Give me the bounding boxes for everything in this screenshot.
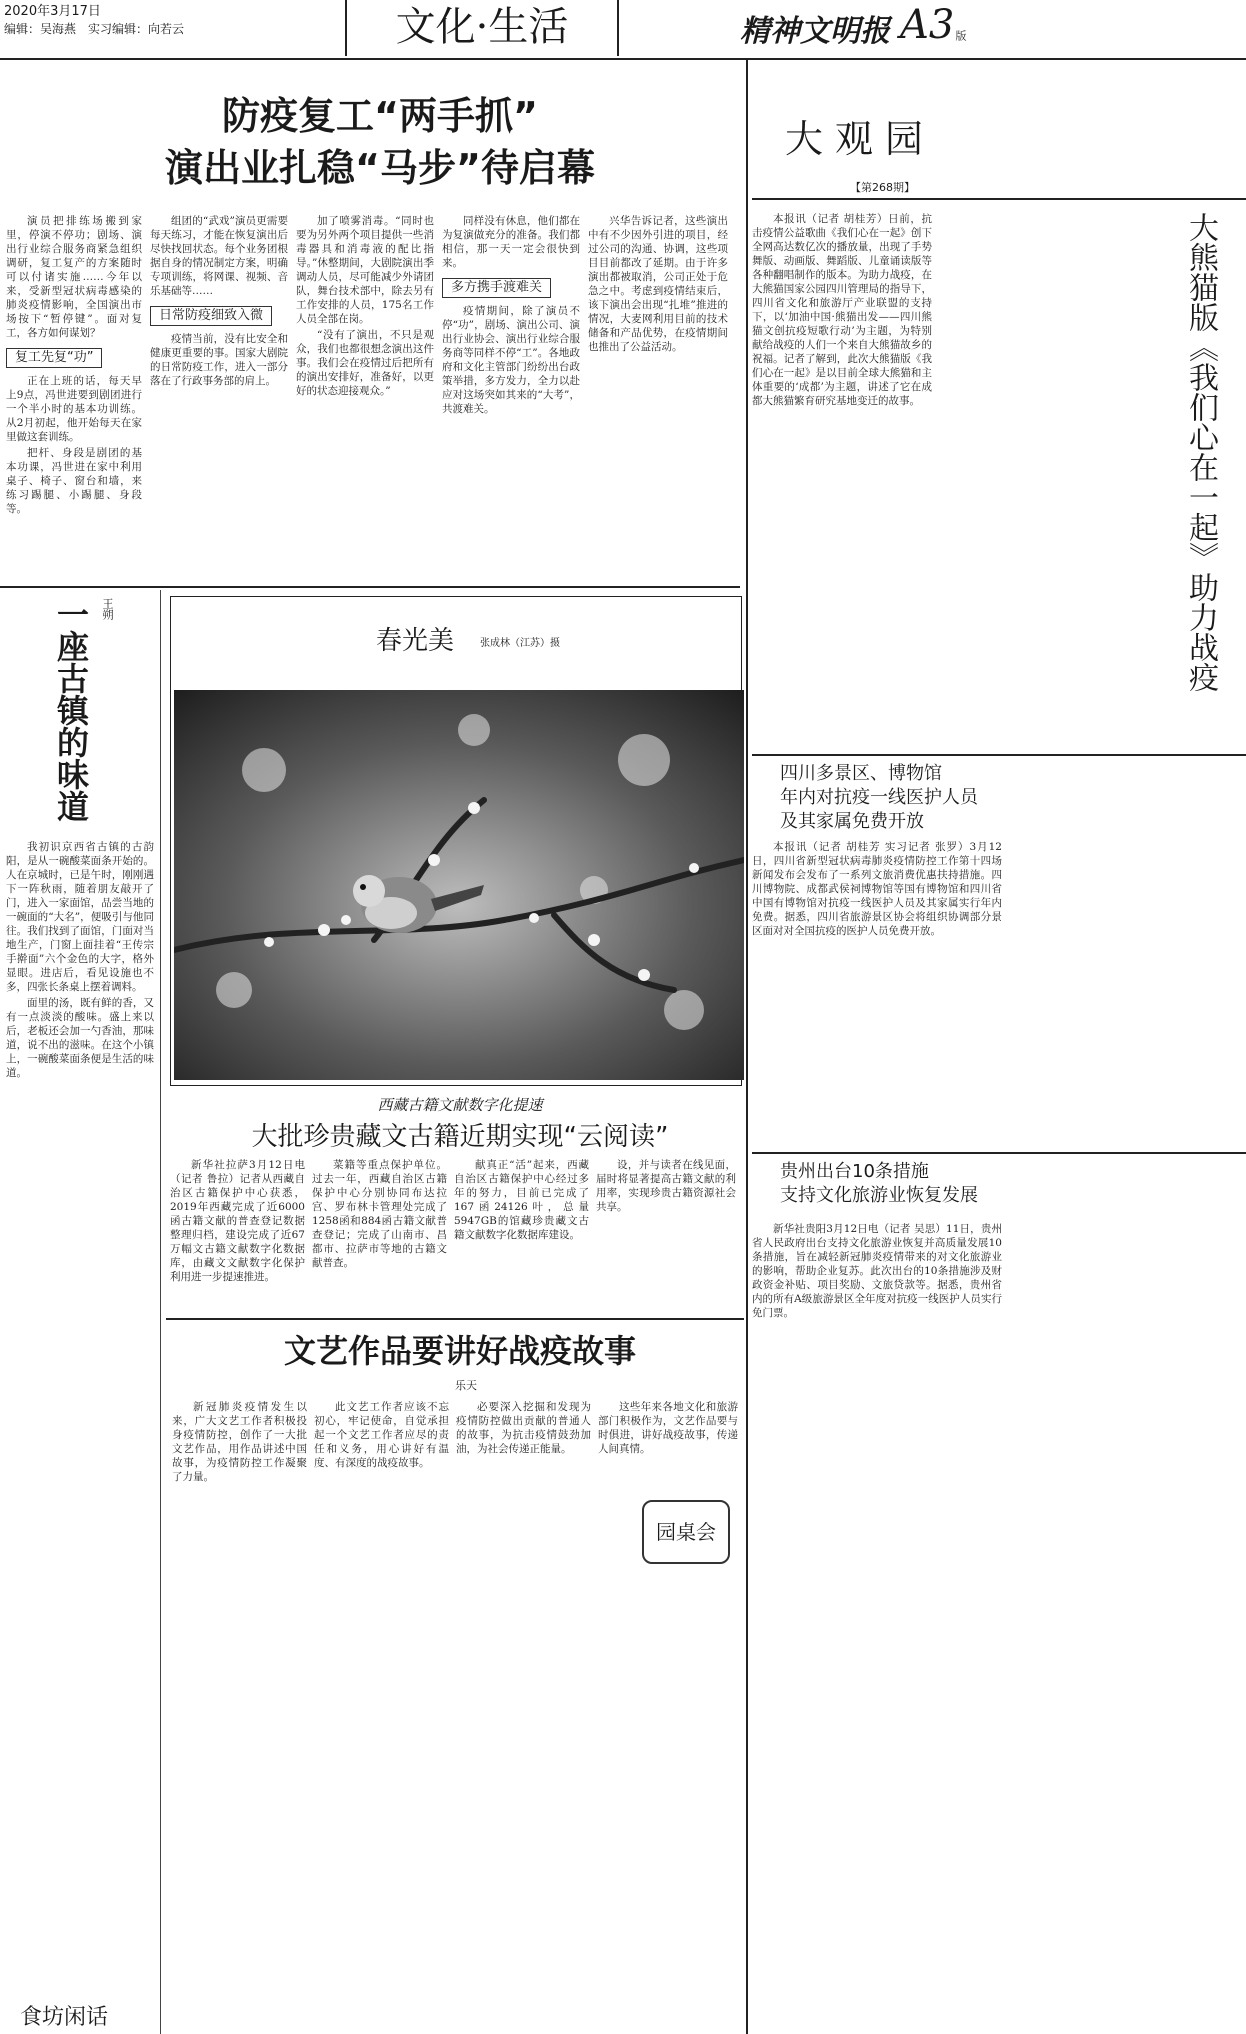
page-number: A3 xyxy=(900,2,955,48)
lead-col1-para: 演员把排练场搬到家里，停演不停功；剧场、演出行业综合服务商紧急组织调研，复工复产的方案随时可以付诸实施……今年以来，受新型冠状病毒感染的肺炎疫情影响，全国演出市场按下“暂停键”。面对复工，各方如何谋划？ xyxy=(6,215,142,339)
opinion-col-1 xyxy=(172,1400,307,1590)
lead-title-line1: 防疫复工“两手抓” xyxy=(222,94,538,138)
blossom-bird-photo xyxy=(174,690,744,1080)
tibet-col-1 xyxy=(170,1158,305,1308)
news1-text: 本报讯（记者 胡桂芳 实习记者 张罗）3月12日，四川省新型冠状病毒肺炎疫情防控工作第十四场新闻发布会发布了一系列文旅消费优惠扶持措施。四川博物院、成都武侯祠博物馆等国有博物馆和四川省中国有博物馆对抗疫一线医护人员及其家属实行年内免费。据悉，四川省旅游景区协会将组织协调部分景区面对对全国抗疫的医护人员免费开放。 xyxy=(752,841,1002,937)
panda-article xyxy=(752,212,932,757)
tibet-text-2: 菜籍等重点保护单位。过去一年，西藏自治区古籍保护中心分别协同布达拉宫、罗布林卡管理处完成了1258函和884函古籍文献普查登记；完成了山南市、昌都市、拉萨市等地的古籍文献普查。 xyxy=(312,1159,447,1269)
town-text-b: 面里的汤，既有鲜的香，又有一点淡淡的酸味。盛上来以后，老板还会加一勺香油，那味道，说不出的滋味。在这个小镇上，一碗酸菜面条便是生活的味道。 xyxy=(6,997,154,1079)
town-text: 我初识京西省古镇的古韵阳，是从一碗酸菜面条开始的。人在京城时，已是午时，刚刚遇下一阵秋雨，随着朋友敲开了门，进入一家面馆，品尝当地的一碗面的“大名”，便吸引与他同往。我们找到了面馆，门面对当地生产，门窗上面挂着“王传宗手擀面”六个金色的大字，格外显眼。进店后，看见设施也不多，四张长条桌上摆着调料。 xyxy=(6,841,154,993)
lead-col-4 xyxy=(442,214,580,579)
news1-rule xyxy=(752,754,1246,756)
section-banner xyxy=(345,0,619,56)
subhead-1: 复工先复“功” xyxy=(6,348,102,368)
lead-col-3 xyxy=(296,214,434,579)
column-label: 食坊闲话 xyxy=(20,2005,109,2030)
lead-col-2 xyxy=(150,214,288,579)
photo-credit: 张成林（江苏）摄 xyxy=(480,638,560,649)
photo-title: 春光美 xyxy=(376,626,455,656)
news1-headline: 四川多景区、博物馆 年内对抗疫一线医护人员 及其家属免费开放 xyxy=(780,763,978,832)
rightbar-issue: 【第268期】 xyxy=(850,181,915,194)
lead-bottom-rule xyxy=(0,586,740,588)
tibet-col-2 xyxy=(312,1158,447,1308)
lead-title-line2: 演出业扎稳“马步”待启幕 xyxy=(165,146,595,190)
opinion-text-3: 必要深入挖掘和发现为疫情防控做出贡献的普通人的故事，为抗击疫情鼓劲加油，为社会传递正能量。 xyxy=(456,1401,591,1455)
lead-col4-para-b: 疫情期间，除了演员不停“功”，剧场、演出公司、演出行业协会、演出行业综合服务商等同样不停“工”。各地政府和文化主管部门纷纷出台政策举措，多方发力，全力以赴应对这场突如其来的“大考”，共渡难关。 xyxy=(442,305,580,415)
subhead-3: 多方携手渡难关 xyxy=(442,278,551,298)
tibet-kicker: 西藏古籍文献数字化提速 xyxy=(377,1096,543,1114)
news2-headline: 贵州出台10条措施 支持文化旅游业恢复发展 xyxy=(780,1161,978,1206)
lead-col1-para-b: 正在上班的话，每天早上9点，冯世进要到剧团进行一个半小时的基本功训练。从2月初起，他开始每天在家里做这套训练。 xyxy=(6,375,142,443)
tibet-col-3 xyxy=(454,1158,589,1308)
tibet-col-4 xyxy=(596,1158,736,1308)
section-title: 文化·生活 xyxy=(395,4,569,50)
news2-text: 新华社贵阳3月12日电（记者 吴思）11日，贵州省人民政府出台支持文化旅游业恢复并高质量发展10条措施，旨在减轻新冠肺炎疫情带来的对文化旅游业的影响，帮助企业复苏。此次出台的10条措施涉及财政资金补贴、项目奖励、文旅贷款等。据悉，贵州省内的所有A级旅游景区全年度对抗疫一线医护人员实行免门票。 xyxy=(752,1223,1002,1319)
opinion-col-2 xyxy=(314,1400,449,1590)
editors-line: 编辑：吴海燕 实习编辑：向若云 xyxy=(4,22,185,36)
tibet-text-4: 设，并与读者在线见面，届时将显著提高古籍文献的利用率，实现珍贵古籍资源社会共享。 xyxy=(596,1159,736,1213)
page-suffix: 版 xyxy=(954,30,967,41)
news2-rule xyxy=(752,1152,1246,1154)
lead-col4-para: 同样没有休息，他们都在为复演做充分的准备。我们都相信，那一天一定会很快到来。 xyxy=(442,215,580,269)
news2-article xyxy=(752,1222,1002,2032)
town-article xyxy=(6,840,154,1960)
photo-illustration xyxy=(174,690,744,1080)
rightbar-brand: 大观园 xyxy=(784,117,935,161)
tibet-text-3: 献真正“活”起来，西藏自治区古籍保护中心经过多年的努力，目前已完成了167函24126叶，总量5947GB的馆藏珍贵藏文古籍文献数字化数据库建设。 xyxy=(454,1159,589,1241)
panda-headline: 大熊猫版《我们心在一起》助力战疫 xyxy=(1183,212,1218,692)
paper-name: 精神文明报 xyxy=(740,14,890,49)
rightbar-divider xyxy=(746,60,748,2034)
lead-col2-para-b: 疫情当前，没有比安全和健康更重要的事。国家大剧院的日常防疫工作，进入一部分落在了行政事务部的肩上。 xyxy=(150,333,288,387)
round-table-label: 园桌会 xyxy=(656,1520,716,1544)
opinion-text-4: 这些年来各地文化和旅游部门积极作为，文艺作品要与时俱进，讲好战疫故事，传递人间真情。 xyxy=(598,1401,738,1455)
panda-article-text: 本报讯（记者 胡桂芳）日前，抗击疫情公益歌曲《我们心在一起》创下全网高达数亿次的播放量，出现了手势舞版、动画版、舞蹈版、儿童诵读版等各种翻唱制作的版本。为助力战疫，在大熊猫国家公园四川管理局的指导下，四川省文化和旅游厅产业联盟的支持下，以‘加油中国·熊猫出发——四川熊猫文创抗疫短歌行动’为主题，为特别献给战疫的人们一个来自大熊猫故乡的祝福。记者了解到，此次大熊猫版《我们心在一起》是以目前全球大熊猫和主体重要的‘成都’为主题，讲述了它在成都大熊猫繁育研究基地变迁的故事。 xyxy=(752,213,932,407)
news1-article xyxy=(752,840,1002,1145)
left-divider xyxy=(160,590,161,2034)
opinion-author: 乐天 xyxy=(455,1379,477,1392)
opinion-text-2: 此文艺工作者应该不忘初心，牢记使命，自觉承担起一个文艺工作者应尽的责任和义务，用心讲好有温度、有深度的战疫故事。 xyxy=(314,1401,449,1469)
opinion-col-3 xyxy=(456,1400,591,1590)
opinion-headline: 文艺作品要讲好战疫故事 xyxy=(283,1332,636,1370)
lead-headline xyxy=(80,90,680,194)
tibet-text-1: 新华社拉萨3月12日电（记者 鲁拉）记者从西藏自治区古籍保护中心获悉，2019年西藏完成了近6000函古籍文献的普查登记数据整理归档，建设完成了近67万幅文古籍文献数字化数据库，由藏文文献数字化保护利用进一步提速推进。 xyxy=(170,1159,305,1283)
lead-col5-para: 兴华告诉记者，这些演出中有不少因外引进的项目，经过公司的沟通、协调，这些项目目前都改了延期。由于许多演出都被取消，公司正处于危急之中。考虑到疫情结束后，该下演出会出现“扎堆”推进的情况，大麦网利用目前的技术储备和产品优势，在疫情期间也推出了公益活动。 xyxy=(588,215,728,353)
round-table-stamp xyxy=(642,1500,730,1564)
lead-col3-para: 加了喷雾消毒。“同时也要为另外两个项目提供一些消毒器具和消毒液的配比指导。”休整期间，大剧院演出季调动人员，尽可能减少外请团队，舞台技术部中，除去另有工作安排的人员，175名工作人员全部在岗。 xyxy=(296,215,434,325)
header-rule xyxy=(0,58,1246,60)
subhead-2: 日常防疫细致入微 xyxy=(150,306,272,326)
lead-col3-para-b: “没有了演出，不只是观众，我们也都很想念演出这件事。我们会在疫情过后把所有的演出安排好，准备好，以更好的状态迎接观众。” xyxy=(296,329,434,397)
issue-date: 2020年3月17日 xyxy=(4,4,101,19)
rightbar-rule xyxy=(752,198,1246,200)
lead-col2-para: 组团的“武戏”演员更需要每天练习，才能在恢复演出后尽快找回状态。每个业务团根据自身的情况制定方案，明确专项训练，将网课、视频、音乐基础等…… xyxy=(150,215,288,297)
town-headline: 一座古镇的味道 xyxy=(52,598,90,822)
column-author: 王朔 xyxy=(101,598,114,620)
lead-col-5 xyxy=(588,214,728,579)
tibet-headline: 大批珍贵藏文古籍近期实现“云阅读” xyxy=(251,1122,669,1152)
lead-col-1 xyxy=(6,214,142,579)
opinion-rule xyxy=(166,1318,744,1320)
opinion-col-4 xyxy=(598,1400,738,1500)
lead-col1-para-c: 把杆、身段是剧团的基本功课，冯世进在家中利用桌子、椅子、窗台和墙，来练习踢腿、小踢腿、身段等。 xyxy=(6,447,142,515)
opinion-text-1: 新冠肺炎疫情发生以来，广大文艺工作者积极投身疫情防控，创作了一大批文艺作品，用作品讲述中国故事，为疫情防控工作凝聚了力量。 xyxy=(172,1401,307,1483)
